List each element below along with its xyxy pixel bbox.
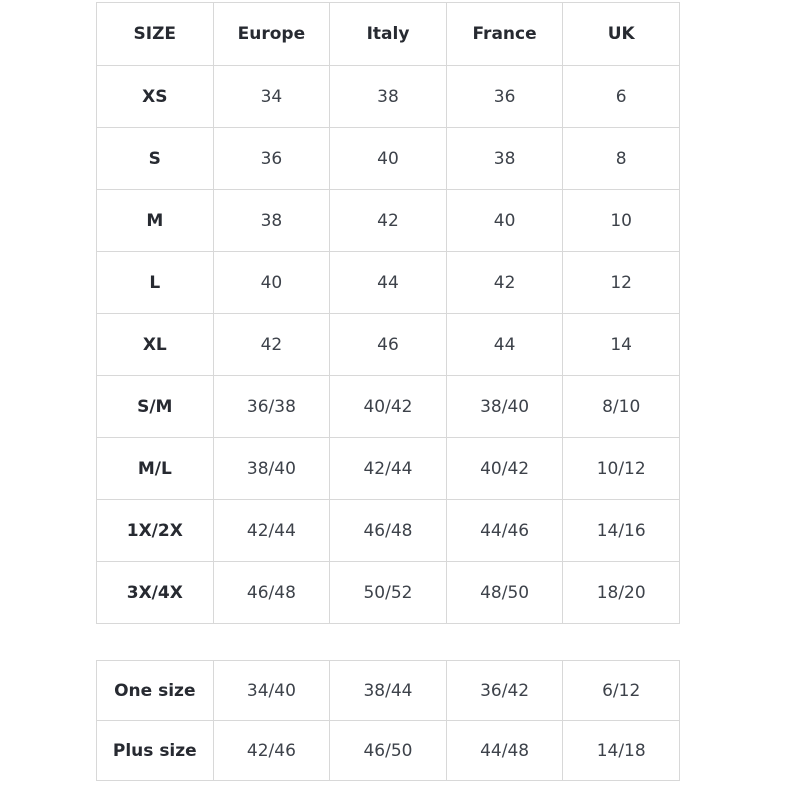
size-label-cell: Plus size <box>97 721 214 781</box>
size-value-cell: 50/52 <box>330 562 447 624</box>
tables-container <box>96 2 680 781</box>
size-value-cell: 6/12 <box>563 661 680 721</box>
table-row <box>97 376 680 438</box>
size-value-cell: 46 <box>330 314 447 376</box>
size-value-cell: 10 <box>563 190 680 252</box>
size-value-cell: 38/40 <box>446 376 563 438</box>
size-value-cell: 44 <box>446 314 563 376</box>
size-value-cell: 38 <box>446 128 563 190</box>
size-value-cell: 42 <box>330 190 447 252</box>
size-label-cell: M/L <box>97 438 214 500</box>
table-row <box>97 438 680 500</box>
table-row <box>97 500 680 562</box>
size-label-cell: M <box>97 190 214 252</box>
size-value-cell: 44/46 <box>446 500 563 562</box>
size-label-cell: XS <box>97 66 214 128</box>
size-value-cell: 8/10 <box>563 376 680 438</box>
size-value-cell: 44 <box>330 252 447 314</box>
size-value-cell: 42/46 <box>213 721 330 781</box>
size-value-cell: 42/44 <box>213 500 330 562</box>
table-row <box>97 190 680 252</box>
size-value-cell: 14/18 <box>563 721 680 781</box>
size-value-cell: 40 <box>330 128 447 190</box>
size-value-cell: 42 <box>446 252 563 314</box>
size-value-cell: 12 <box>563 252 680 314</box>
size-conversion-table-header <box>97 3 680 66</box>
size-value-cell: 48/50 <box>446 562 563 624</box>
column-header: Europe <box>213 3 330 66</box>
size-conversion-table <box>96 2 680 624</box>
size-value-cell: 14 <box>563 314 680 376</box>
table-row <box>97 661 680 721</box>
size-value-cell: 8 <box>563 128 680 190</box>
size-value-cell: 36 <box>213 128 330 190</box>
size-value-cell: 6 <box>563 66 680 128</box>
size-value-cell: 34/40 <box>213 661 330 721</box>
size-value-cell: 40/42 <box>446 438 563 500</box>
size-value-cell: 40/42 <box>330 376 447 438</box>
table-row <box>97 252 680 314</box>
size-value-cell: 18/20 <box>563 562 680 624</box>
size-value-cell: 46/48 <box>330 500 447 562</box>
size-value-cell: 46/50 <box>330 721 447 781</box>
size-value-cell: 40 <box>213 252 330 314</box>
column-header: SIZE <box>97 3 214 66</box>
size-value-cell: 38/40 <box>213 438 330 500</box>
size-label-cell: S/M <box>97 376 214 438</box>
size-label-cell: S <box>97 128 214 190</box>
column-header: UK <box>563 3 680 66</box>
size-value-cell: 10/12 <box>563 438 680 500</box>
size-value-cell: 40 <box>446 190 563 252</box>
size-value-cell: 42 <box>213 314 330 376</box>
header-row <box>97 3 680 66</box>
size-value-cell: 46/48 <box>213 562 330 624</box>
size-label-cell: 3X/4X <box>97 562 214 624</box>
one-size-plus-size-table-body <box>97 661 680 781</box>
size-value-cell: 42/44 <box>330 438 447 500</box>
table-row <box>97 562 680 624</box>
size-value-cell: 38/44 <box>330 661 447 721</box>
size-value-cell: 44/48 <box>446 721 563 781</box>
size-value-cell: 14/16 <box>563 500 680 562</box>
size-label-cell: XL <box>97 314 214 376</box>
table-row <box>97 721 680 781</box>
size-conversion-table-body <box>97 66 680 624</box>
table-row <box>97 314 680 376</box>
size-value-cell: 38 <box>330 66 447 128</box>
size-value-cell: 36 <box>446 66 563 128</box>
size-label-cell: One size <box>97 661 214 721</box>
column-header: France <box>446 3 563 66</box>
column-header: Italy <box>330 3 447 66</box>
size-label-cell: 1X/2X <box>97 500 214 562</box>
table-row <box>97 66 680 128</box>
size-label-cell: L <box>97 252 214 314</box>
size-value-cell: 36/42 <box>446 661 563 721</box>
one-size-plus-size-table <box>96 660 680 781</box>
table-row <box>97 128 680 190</box>
size-value-cell: 38 <box>213 190 330 252</box>
size-value-cell: 34 <box>213 66 330 128</box>
size-value-cell: 36/38 <box>213 376 330 438</box>
